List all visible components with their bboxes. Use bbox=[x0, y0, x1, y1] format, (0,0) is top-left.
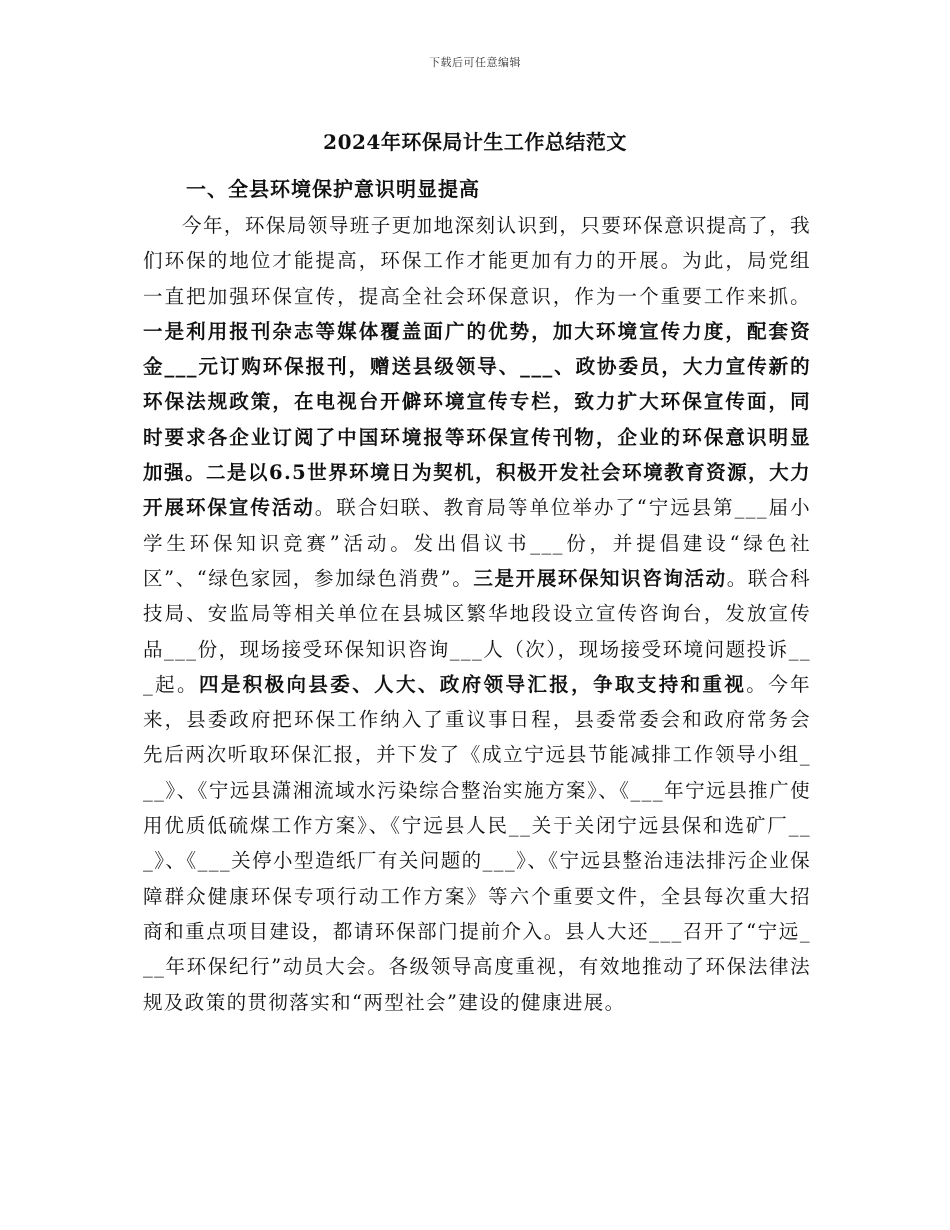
body-paragraph bbox=[143, 208, 811, 1020]
paragraph-segment: 。联合妇联、教育局等单位举办了“宁远县第___届小学生环保知识竞赛”活动。发出倡议书___份，并提倡建设“绿色社区”、“绿色家园，参加绿色消费”。 bbox=[143, 496, 811, 590]
paragraph-segment: 。今年来，县委政府把环保工作纳入了重议事日程，县委常委会和政府常务会先后两次听取环保汇报，并下发了《成立宁远县节能减排工作领导小组___》、《宁远县潇湘流域水污染综合整治实施方案》、《___年宁远县推广使用优质低硫煤工作方案》、《宁远县人民__关于关闭宁远县保和选矿厂___》、《___关停小型造纸厂有关问题的___》、《宁远县整治违法排污企业保障群众健康环保专项行动工作方案》等六个重要文件，全县每次重大招商和重点项目建设，都请环保部门提前介入。县人大还___召开了“宁远___年环保纪行”动员大会。各级领导高度重视，有效地推动了环保法律法规及政策的贯彻落实和“两型社会”建设的健康进展。 bbox=[143, 672, 811, 1014]
paragraph-segment-bold: 三是开展环保知识咨询活动 bbox=[473, 566, 727, 590]
paragraph-segment: 。联合科技局、安监局等相关单位在县城区繁华地段设立宣传咨询台，发放宣传品___份，现场接受环保知识咨询___人（次），现场接受环境问题投诉___起。 bbox=[143, 566, 811, 696]
page-header-note: 下载后可任意编辑 bbox=[429, 56, 521, 69]
paragraph-segment-bold: 四是积极向县委、人大、政府领导汇报，争取支持和重视 bbox=[198, 672, 747, 696]
document-title: 2024年环保局计生工作总结范文 bbox=[323, 130, 627, 154]
section-heading: 一、全县环境保护意识明显提高 bbox=[186, 177, 480, 201]
paragraph-segment-bold: 一是利用报刊杂志等媒体覆盖面广的优势，加大环境宣传力度，配套资金___元订购环保报刊，赠送县级领导、___、政协委员，大力宣传新的环保法规政策，在电视台开僻环境宣传专栏，致力扩大环保宣传面，同时要求各企业订阅了中国环境报等环保宣传刊物，企业的环保意识明显加强。二是以6.5世界环境日为契机，积极开发社会环境教育资源，大力开展环保宣传活动 bbox=[143, 319, 811, 520]
paragraph-segment: 今年，环保局领导班子更加地深刻认识到，只要环保意识提高了，我们环保的地位才能提高，环保工作才能更加有力的开展。为此，局党组一直把加强环保宣传，提高全社会环保意识，作为一个重要工作来抓。 bbox=[143, 214, 811, 308]
